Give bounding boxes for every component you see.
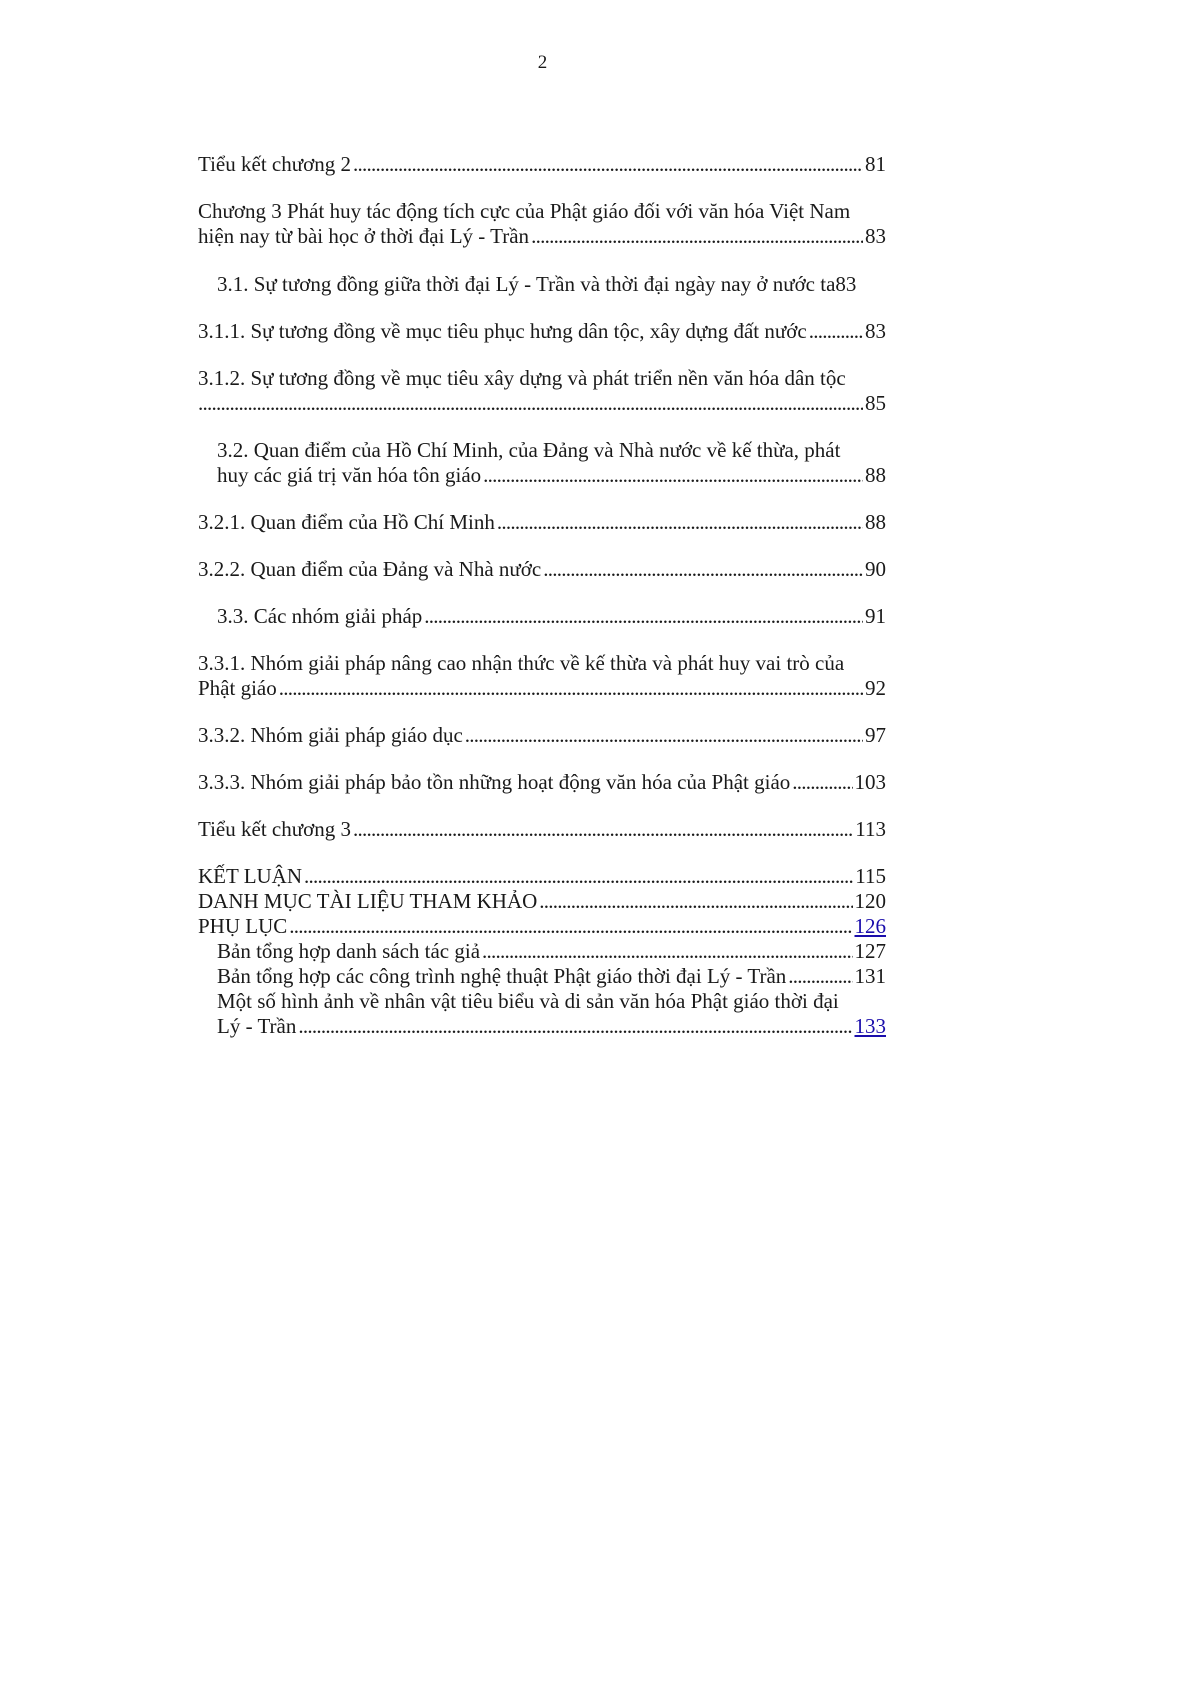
toc-entry-danh-muc-tai-lieu[interactable] bbox=[198, 889, 886, 914]
toc-entry-page: 113 bbox=[855, 817, 886, 841]
toc-entry-3-3-3[interactable] bbox=[198, 770, 886, 795]
toc-entry-title-line1: Chương 3 Phát huy tác động tích cực của Phật giáo đối với văn hóa Việt Nam bbox=[198, 199, 851, 223]
dot-leader bbox=[424, 604, 863, 629]
toc-entry-title-line1: 3.3.1. Nhóm giải pháp nâng cao nhận thức về kế thừa và phát huy vai trò của bbox=[198, 651, 845, 675]
toc-entry-page: 83 bbox=[835, 272, 857, 296]
toc-entry-title: 3.3.3. Nhóm giải pháp bảo tồn những hoạt động văn hóa của Phật giáo bbox=[198, 770, 791, 794]
toc-entry-page: 90 bbox=[865, 557, 886, 581]
dot-leader bbox=[198, 391, 863, 416]
dot-leader bbox=[482, 939, 852, 964]
toc-entry-page: 91 bbox=[865, 604, 886, 628]
dot-leader bbox=[531, 224, 863, 249]
toc-entry-page: 103 bbox=[854, 770, 886, 794]
toc-entry-title: Tiểu kết chương 2 bbox=[198, 152, 351, 176]
dot-leader bbox=[304, 864, 853, 889]
dot-leader bbox=[792, 770, 852, 795]
toc-entry-3-1[interactable] bbox=[198, 272, 886, 297]
toc-entry-title: Bản tổng hợp danh sách tác giả bbox=[217, 939, 481, 963]
toc-entry-3-2-2[interactable] bbox=[198, 557, 886, 582]
toc-entry-page-link[interactable]: 133 bbox=[854, 1014, 886, 1038]
toc-entry-page: 127 bbox=[854, 939, 886, 963]
toc-entry-title-line1: 3.2. Quan điểm của Hồ Chí Minh, của Đảng và Nhà nước về kế thừa, phát bbox=[217, 438, 841, 462]
toc-entry-3-3-1[interactable] bbox=[198, 651, 886, 701]
toc-entry-page-link[interactable]: 126 bbox=[854, 914, 886, 938]
toc-entry-3-2-1[interactable] bbox=[198, 510, 886, 535]
toc-entry-3-1-2[interactable] bbox=[198, 366, 886, 416]
toc-entry-hinh-anh[interactable] bbox=[198, 989, 886, 1039]
toc-entry-page: 88 bbox=[865, 510, 886, 534]
toc-entry-page: 81 bbox=[865, 152, 886, 176]
dot-leader bbox=[543, 557, 863, 582]
dot-leader bbox=[353, 817, 853, 842]
toc-entry-title: Bản tổng hợp các công trình nghệ thuật Phật giáo thời đại Lý - Trần bbox=[217, 964, 787, 988]
dot-leader bbox=[465, 723, 863, 748]
toc-entry-title: hiện nay từ bài học ở thời đại Lý - Trần bbox=[198, 224, 530, 248]
toc-entry-title: Tiểu kết chương 3 bbox=[198, 817, 351, 841]
toc-entry-page: 115 bbox=[855, 864, 886, 888]
toc-entry-title: 3.1. Sự tương đồng giữa thời đại Lý - Trần và thời đại ngày nay ở nước ta bbox=[217, 272, 836, 296]
toc-entry-title-line1: 3.1.2. Sự tương đồng về mục tiêu xây dựng và phát triển nền văn hóa dân tộc bbox=[198, 366, 846, 390]
toc-entry-title: huy các giá trị văn hóa tôn giáo bbox=[217, 463, 482, 487]
toc-entry-title: 3.3.2. Nhóm giải pháp giáo dục bbox=[198, 723, 463, 747]
toc-entry-chuong-3[interactable] bbox=[198, 199, 886, 249]
dot-leader bbox=[809, 319, 863, 344]
toc-entry-title: 3.2.2. Quan điểm của Đảng và Nhà nước bbox=[198, 557, 542, 581]
toc-entry-page: 83 bbox=[865, 319, 886, 343]
toc-entry-3-3-2[interactable] bbox=[198, 723, 886, 748]
toc-entry-tieu-ket-chuong-3[interactable] bbox=[198, 817, 886, 842]
toc-entry-title: Lý - Trần bbox=[217, 1014, 297, 1038]
table-of-contents bbox=[198, 152, 886, 1039]
dot-leader bbox=[788, 964, 852, 989]
toc-entry-title: KẾT LUẬN bbox=[198, 864, 303, 888]
dot-leader bbox=[539, 889, 852, 914]
toc-entry-page: 120 bbox=[854, 889, 886, 913]
dot-leader bbox=[289, 914, 852, 939]
toc-entry-title-line1: Một số hình ảnh về nhân vật tiêu biểu và di sản văn hóa Phật giáo thời đại bbox=[217, 989, 839, 1013]
toc-entry-3-3[interactable] bbox=[198, 604, 886, 629]
dot-leader bbox=[298, 1014, 852, 1039]
toc-entry-page: 85 bbox=[865, 391, 886, 415]
toc-entry-title: 3.3. Các nhóm giải pháp bbox=[217, 604, 423, 628]
toc-entry-page: 97 bbox=[865, 723, 886, 747]
toc-entry-title: PHỤ LỤC bbox=[198, 914, 288, 938]
toc-entry-ket-luan[interactable] bbox=[198, 864, 886, 889]
toc-entry-page: 92 bbox=[865, 676, 886, 700]
toc-entry-title: Phật giáo bbox=[198, 676, 277, 700]
toc-entry-3-2[interactable] bbox=[198, 438, 886, 488]
dot-leader bbox=[497, 510, 863, 535]
toc-entry-phu-luc[interactable] bbox=[198, 914, 886, 939]
toc-entry-ban-tong-hop-cong-trinh[interactable] bbox=[198, 964, 886, 989]
toc-entry-title: 3.2.1. Quan điểm của Hồ Chí Minh bbox=[198, 510, 495, 534]
toc-entry-3-1-1[interactable] bbox=[198, 319, 886, 344]
dot-leader bbox=[483, 463, 863, 488]
toc-entry-tieu-ket-chuong-2[interactable] bbox=[198, 152, 886, 177]
toc-entry-page: 131 bbox=[854, 964, 886, 988]
toc-entry-page: 88 bbox=[865, 463, 886, 487]
toc-entry-ban-tong-hop-tac-gia[interactable] bbox=[198, 939, 886, 964]
dot-leader bbox=[353, 152, 863, 177]
toc-entry-title: 3.1.1. Sự tương đồng về mục tiêu phục hưng dân tộc, xây dựng đất nước bbox=[198, 319, 807, 343]
toc-entry-title: DANH MỤC TÀI LIỆU THAM KHẢO bbox=[198, 889, 538, 913]
page-number: 2 bbox=[537, 52, 548, 73]
toc-entry-page: 83 bbox=[865, 224, 886, 248]
dot-leader bbox=[279, 676, 863, 701]
